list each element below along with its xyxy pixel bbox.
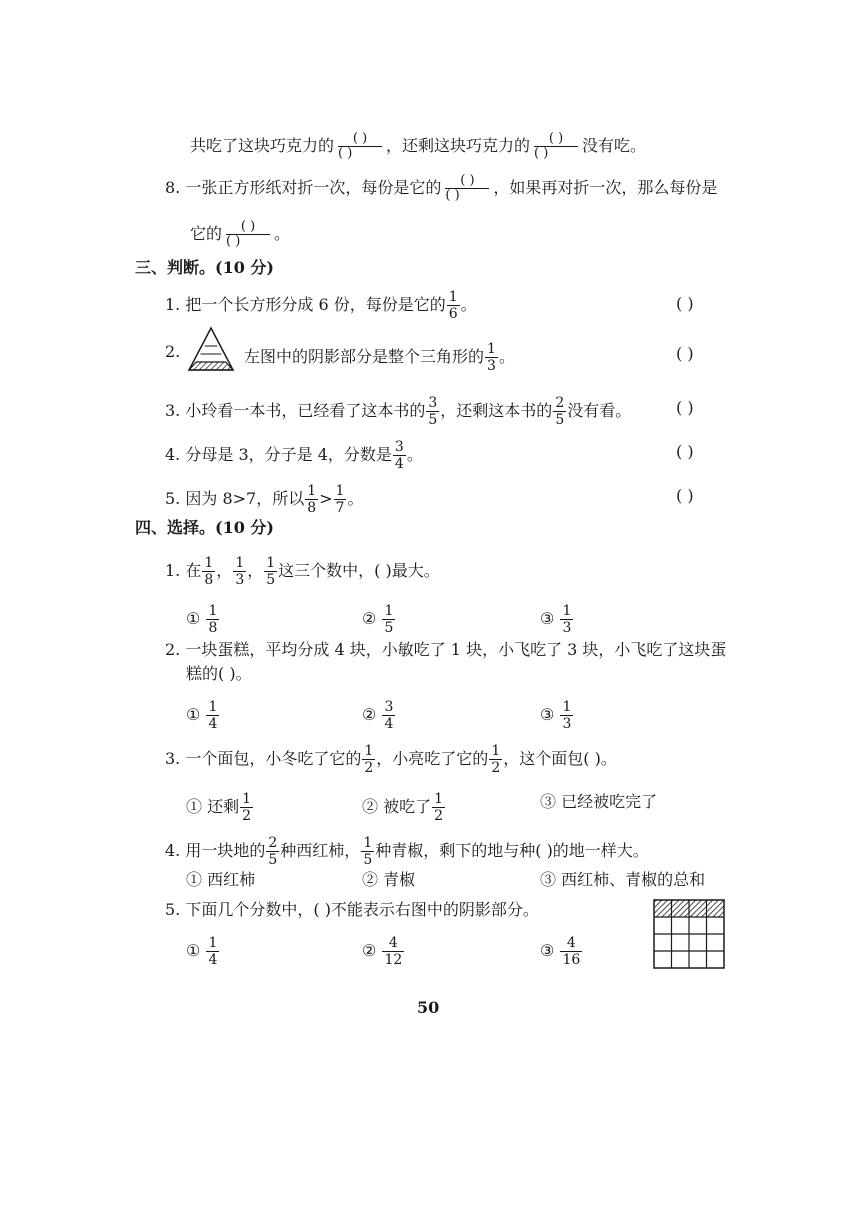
triangle-figure	[186, 326, 236, 372]
answer-blank[interactable]: ( ) ( )	[442, 174, 492, 203]
q8-line1: 8. 一张正方形纸对折一次，每份是它的 ( ) ( ) ，如果再对折一次，那么每份是	[165, 173, 718, 203]
judge-q3: 3. 小玲看一本书，已经看了这本书的 $\frac{3}{5}$ ，还剩这本书的 $\frac{2}{5}$ 没有看。	[165, 395, 632, 428]
choice-q2-line2: 糕的( )。	[186, 664, 252, 683]
choice-q1-opt1[interactable]: ① $\frac{1}{8}$	[186, 603, 218, 636]
fraction: $\frac{1}{7}$	[335, 483, 345, 516]
choice-q3-opt3[interactable]: ③ 已经被吃完了	[540, 792, 658, 811]
fraction: $\frac{2}{5}$	[555, 395, 565, 428]
choice-q4-opt2[interactable]: ② 青椒	[362, 870, 416, 889]
choice-q5-opt1[interactable]: ① $\frac{1}{4}$	[186, 935, 218, 968]
choice-q2-opt2[interactable]: ② $\frac{3}{4}$	[362, 699, 394, 732]
section-title-choice: 四、选择。(10 分)	[135, 518, 274, 537]
answer-paren[interactable]: ( )	[676, 294, 694, 313]
fraction: $\frac{3}{4}$	[384, 699, 394, 732]
choice-q5: 5. 下面几个分数中，( )不能表示右图中的阴影部分。	[165, 900, 539, 919]
q7-line: 共吃了这块巧克力的 ( ) ( ) ，还剩这块巧克力的 ( ) ( ) 没有吃。	[190, 131, 647, 161]
fraction: $\frac{3}{5}$	[428, 395, 438, 428]
fraction: $\frac{1}{5}$	[266, 555, 276, 588]
choice-q2-line1: 2. 一块蛋糕，平均分成 4 块，小敏吃了 1 块，小飞吃了 3 块，小飞吃了这块蛋	[165, 640, 727, 659]
fraction: $\frac{1}{4}$	[208, 935, 218, 968]
choice-q2-opt1[interactable]: ① $\frac{1}{4}$	[186, 699, 218, 732]
choice-q3: 3. 一个面包，小冬吃了它的 $\frac{1}{2}$ ，小亮吃了它的 $\frac{1}{2}$ ，这个面包( )。	[165, 743, 617, 776]
fraction: $\frac{4}{12}$	[384, 935, 403, 968]
choice-q1-opt3[interactable]: ③ $\frac{1}{3}$	[540, 603, 572, 636]
choice-q5-opt3[interactable]: ③ $\frac{4}{16}$	[540, 935, 581, 968]
choice-q5-opt2[interactable]: ② $\frac{4}{12}$	[362, 935, 403, 968]
fraction: $\frac{1}{6}$	[448, 289, 458, 322]
page-number: 50	[417, 998, 440, 1017]
fraction: $\frac{3}{4}$	[394, 439, 404, 472]
answer-blank[interactable]: ( ) ( )	[531, 132, 581, 161]
fraction: $\frac{2}{5}$	[268, 835, 278, 868]
answer-paren[interactable]: ( )	[676, 344, 694, 363]
fraction: $\frac{1}{5}$	[384, 603, 394, 636]
choice-q3-opt2[interactable]: ② 被吃了 $\frac{1}{2}$	[362, 791, 444, 824]
fraction: $\frac{1}{3}$	[562, 699, 572, 732]
answer-blank[interactable]: ( ) ( )	[335, 132, 385, 161]
fraction: $\frac{1}{8}$	[208, 603, 218, 636]
choice-q1-opt2[interactable]: ② $\frac{1}{5}$	[362, 603, 394, 636]
choice-q1: 1. 在 $\frac{1}{8}$ ， $\frac{1}{3}$ ， $\frac{1}{5}$ 这三个数中，( )最大。	[165, 555, 440, 588]
judge-q5: 5. 因为 8>7，所以 $\frac{1}{8}$ > $\frac{1}{7}$ 。	[165, 483, 364, 516]
fraction: $\frac{1}{2}$	[434, 791, 444, 824]
answer-paren[interactable]: ( )	[676, 486, 694, 505]
q8-line2: 它的 ( ) ( ) 。	[190, 219, 291, 249]
fraction: $\frac{1}{8}$	[204, 555, 214, 588]
judge-q2-num: 2.	[165, 342, 181, 361]
fraction: $\frac{1}{3}$	[487, 341, 496, 374]
judge-q2: 左图中的阴影部分是整个三角形的 $\frac{1}{3}$ 。	[244, 341, 515, 374]
fraction: $\frac{1}{2}$	[242, 791, 252, 824]
answer-blank[interactable]: ( ) ( )	[223, 220, 273, 249]
judge-q1: 1. 把一个长方形分成 6 份，每份是它的 $\frac{1}{6}$ 。	[165, 289, 477, 322]
section-title-judge: 三、判断。(10 分)	[135, 258, 274, 277]
fraction: $\frac{1}{5}$	[363, 835, 373, 868]
fraction: $\frac{1}{2}$	[491, 743, 501, 776]
grid-figure	[652, 898, 726, 970]
fraction: $\frac{1}{2}$	[364, 743, 374, 776]
choice-q3-opt1[interactable]: ① 还剩 $\frac{1}{2}$	[186, 791, 252, 824]
answer-paren[interactable]: ( )	[676, 398, 694, 417]
judge-q4: 4. 分母是 3，分子是 4，分数是 $\frac{3}{4}$ 。	[165, 439, 423, 472]
choice-q4-opt3[interactable]: ③ 西红柿、青椒的总和	[540, 870, 706, 889]
choice-q4-opt1[interactable]: ① 西红柿	[186, 870, 256, 889]
fraction: $\frac{1}{4}$	[208, 699, 218, 732]
answer-paren[interactable]: ( )	[676, 442, 694, 461]
fraction: $\frac{1}{3}$	[562, 603, 572, 636]
choice-q4: 4. 用一块地的 $\frac{2}{5}$ 种西红柿， $\frac{1}{5}$ 种青椒，剩下的地与种( )的地一样大。	[165, 835, 649, 868]
fraction: $\frac{4}{16}$	[562, 935, 581, 968]
shaded-band	[189, 362, 233, 370]
fraction: $\frac{1}{3}$	[235, 555, 245, 588]
fraction: $\frac{1}{8}$	[307, 483, 317, 516]
choice-q2-opt3[interactable]: ③ $\frac{1}{3}$	[540, 699, 572, 732]
